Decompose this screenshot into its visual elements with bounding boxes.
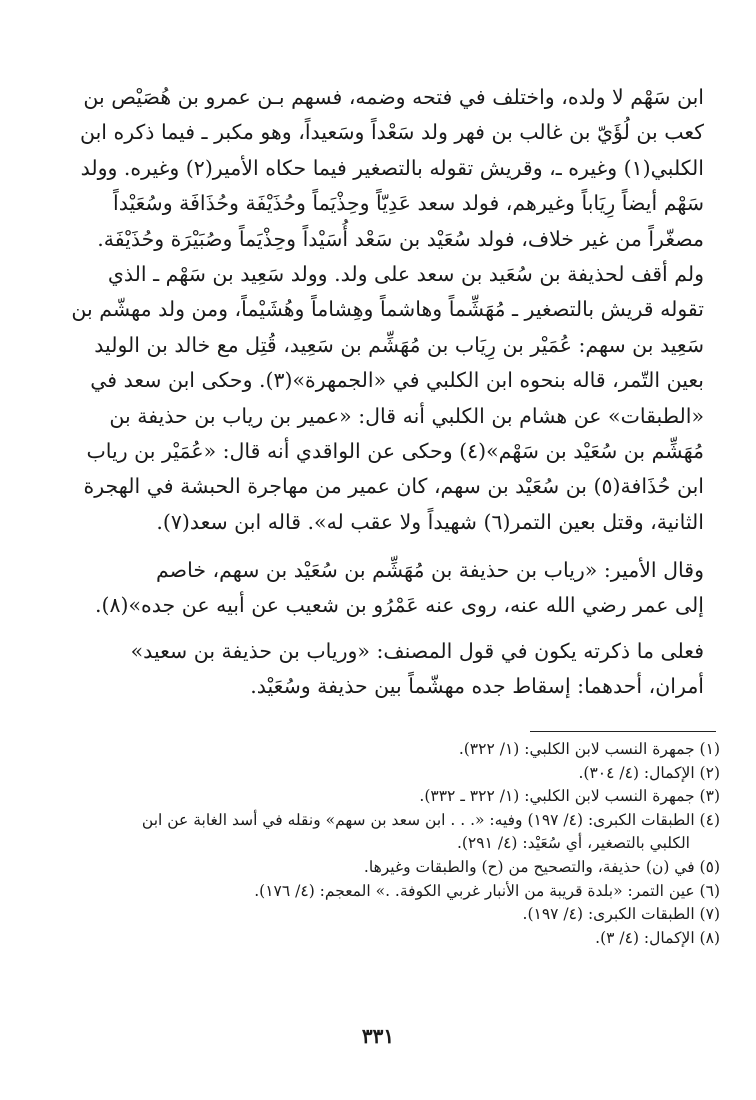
text-line: سَعِيد بن سهم: عُمَيْر بن رِيَاب بن مُهَشِّم بن سَعِيد، قُتِل مع خالد بن الوليد [94, 332, 704, 357]
text-line: «الطبقات» عن هشام بن الكلبي أنه قال: «عمير بن رياب بن حذيفة بن [109, 403, 704, 428]
text-line: الثانية، وقتل بعين التمر(٦) شهيداً ولا عقب له». قاله ابن سعد(٧). [156, 509, 704, 534]
text-line: ولم أقف لحذيفة بن سُعَيد بن سعد على ولد. وولد سَعِيد بن سَهْم ـ الذي [107, 262, 704, 287]
footnote: (٧) الطبقات الكبرى: (٤/ ١٩٧). [522, 905, 720, 924]
text-line: ابن سَهْم لا ولده، واختلف في فتحه وضمه، فسهم بـن عمرو بن هُصَيْص بن [83, 85, 704, 109]
text-line: مصغّراً من غير خلاف، فولد سُعَيْد بن سَعْد أُسَيْداً وحِذْيَماً وصُبَيْرَة وحُذَيْفَة. [97, 226, 704, 251]
footnote: (٣) جمهرة النسب لابن الكلبي: (١/ ٣٢٢ ـ ٣٣٢). [419, 787, 720, 806]
text-line: أمران، أحدهما: إسقاط جده مهشّماً بين حذيفة وسُعَيْد. [250, 674, 704, 699]
footnote: (٨) الإكمال: (٤/ ٣). [595, 928, 720, 947]
footnote: (٥) في (ن) حذيفة، والتصحيح من (ح) والطبقات وغيرها. [363, 857, 720, 876]
text-line: مُهَشِّم بن سُعَيْد بن سَهْم»(٤) وحكى عن الواقدي أنه قال: «عُمَيْر بن رياب [86, 439, 704, 464]
text-line: تقوله قريش بالتصغير ـ مُهَشِّماً وهاشماً وهِشاماً وهُشَيْماً، ومن ولد مهشّم بن [71, 297, 704, 322]
footnote-separator [530, 731, 716, 732]
text-line: الكلبي(١) وغيره ـ، وقريش تقوله بالتصغير فيما حكاه الأمير(٢) وغيره. وولد [80, 155, 704, 180]
footnotes [52, 738, 720, 950]
footnote: (١) جمهرة النسب لابن الكلبي: (١/ ٣٢٢). [458, 740, 720, 758]
text-line: ابن حُذَافة(٥) بن سُعَيْد بن سهم، كان عمير من مهاجرة الحبشة في الهجرة [83, 474, 704, 499]
text-line: وقال الأمير: «رياب بن حذيفة بن مُهَشِّم بن سُعَيْد بن سهم، خاصم [156, 558, 704, 582]
text-line: كعب بن لُؤَيّ بن غالب بن فهر ولد سَعْداً وسَعيداً، وهو مكبر ـ فيما ذكره ابن [79, 120, 704, 145]
main-paragraph-1 [52, 80, 704, 540]
footnote-continuation: الكلبي بالتصغير، أي سُعَيْد: (٤/ ٢٩١). [456, 834, 690, 853]
text-line: بعين التّمر، قاله بنحوه ابن الكلبي في «الجمهرة»(٣). وحكى ابن سعد في [90, 368, 704, 393]
footnote: (٤) الطبقات الكبرى: (٤/ ١٩٧) وفيه: «. . . ابن سعد بن سهم» ونقله في أسد الغابة عن ابن [141, 810, 720, 829]
footnote: (٦) عين التمر: «بلدة قريبة من الأنبار غربي الكوفة. .» المعجم: (٤/ ١٧٦). [254, 881, 720, 900]
text-line: سَهْم أيضاً رِيَاباً وغيرهم، فولد سعد عَدِيّاً وحِذْيَماً وحُذَيْفَة وحُذَافَة وسُعَيْداً [113, 191, 704, 216]
main-paragraph-3 [52, 634, 704, 705]
page-number: ٣٣١ [361, 1024, 395, 1048]
main-paragraph-2 [52, 553, 704, 624]
text-line: فعلى ما ذكرته يكون في قول المصنف: «ورياب بن حذيفة بن سعيد» [130, 639, 704, 663]
footnote: (٢) الإكمال: (٤/ ٣٠٤). [578, 763, 720, 782]
text-line: إلى عمر رضي الله عنه، روى عنه عَمْرُو بن شعيب عن أبيه عن جده»(٨). [94, 593, 704, 618]
